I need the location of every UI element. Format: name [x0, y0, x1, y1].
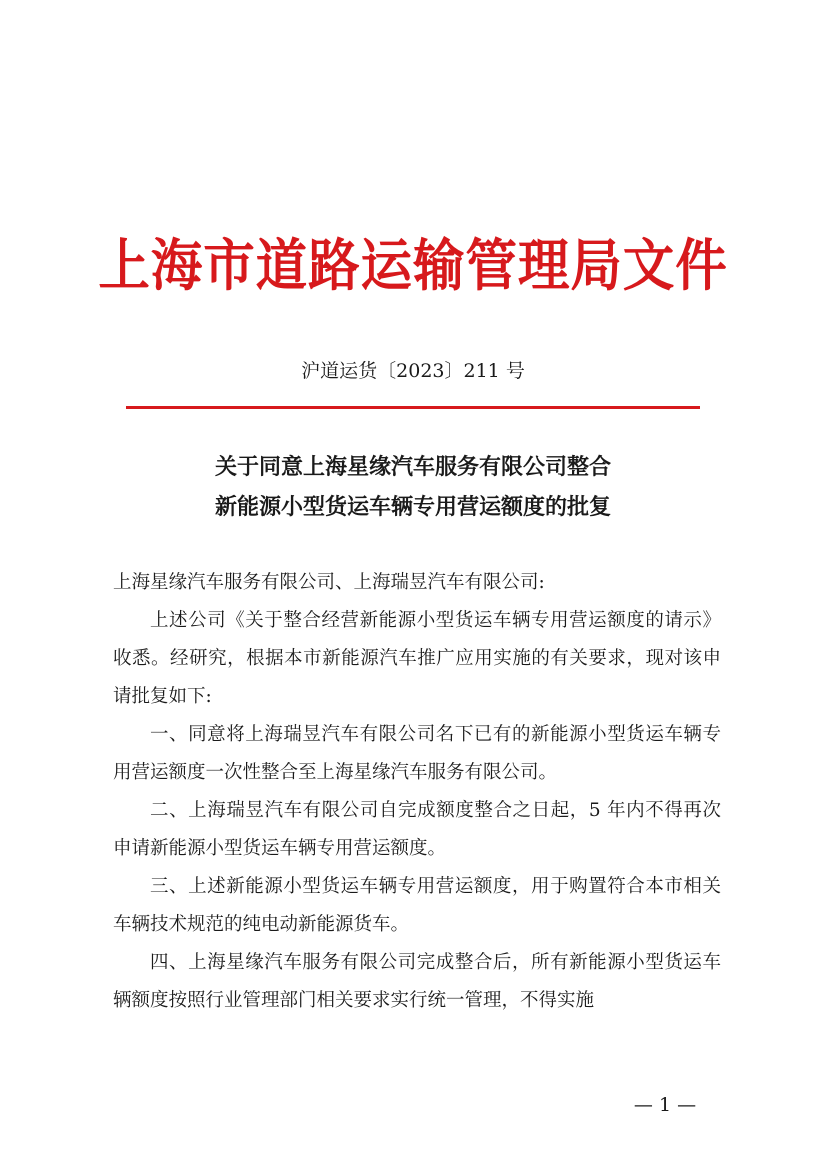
paragraph-item-3: 三、上述新能源小型货运车辆专用营运额度，用于购置符合本市相关车辆技术规范的纯电动新能源货车。	[113, 876, 721, 935]
masthead-title: 上海市道路运输管理局文件	[98, 233, 728, 299]
paragraph-item-1: 一、同意将上海瑞昱汽车有限公司名下已有的新能源小型货运车辆专用营运额度一次性整合至上海星缘汽车服务有限公司。	[113, 724, 721, 783]
paragraph-intro: 上述公司《关于整合经营新能源小型货运车辆专用营运额度的请示》收悉。经研究，根据本市新能源汽车推广应用实施的有关要求，现对该申请批复如下:	[113, 610, 721, 707]
page-number: — 1 —	[633, 1094, 697, 1116]
document-title	[0, 448, 826, 528]
document-body	[113, 564, 721, 1020]
document-number: 沪道运货〔2023〕211 号	[301, 360, 525, 382]
paragraph-item-2: 二、上海瑞昱汽车有限公司自完成额度整合之日起，5 年内不得再次申请新能源小型货运车辆专用营运额度。	[113, 800, 721, 859]
recipients-line: 上海星缘汽车服务有限公司、上海瑞昱汽车有限公司:	[113, 572, 545, 593]
title-line-2: 新能源小型货运车辆专用营运额度的批复	[214, 495, 611, 520]
red-divider-line	[126, 406, 700, 409]
paragraph-item-4: 四、上海星缘汽车服务有限公司完成整合后，所有新能源小型货运车辆额度按照行业管理部门相关要求实行统一管理，不得实施	[113, 952, 721, 1011]
title-line-1: 关于同意上海星缘汽车服务有限公司整合	[214, 455, 611, 480]
